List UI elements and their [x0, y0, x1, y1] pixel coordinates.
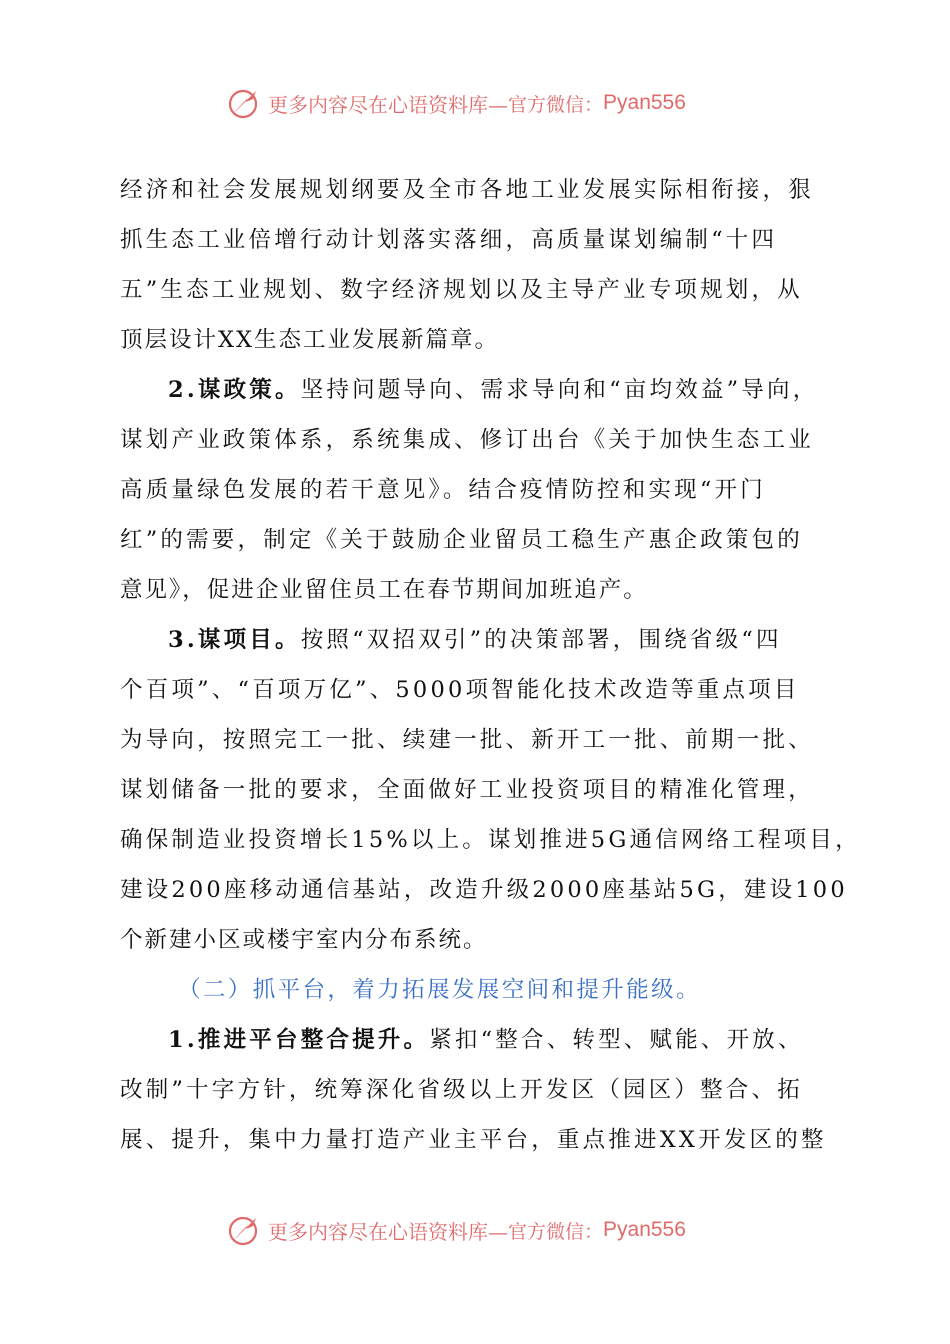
text-line: 改制”十字方针，统筹深化省级以上开发区（园区）整合、拓 — [120, 1077, 803, 1103]
quill-logo-icon — [226, 85, 262, 121]
quill-logo-icon — [226, 1212, 262, 1248]
text-line: 意见》，促进企业留住员工在春节期间加班追产。 — [120, 577, 648, 603]
text-line: 展、提升，集中力量打造产业主平台，重点推进XX开发区的整 — [120, 1127, 827, 1153]
footer-text: 更多内容尽在心语资料库— — [268, 1219, 508, 1244]
subheading-policy: 2.谋政策。 — [168, 377, 301, 403]
text-line: 谋划产业政策体系，系统集成、修订出台《关于加快生态工业 — [120, 427, 814, 453]
text-line: 顶层设计XX生态工业发展新篇章。 — [120, 327, 500, 353]
footer-wechat-label: 官方微信： — [508, 1220, 604, 1243]
subheading-project: 3.谋项目。 — [168, 627, 301, 653]
text-line: 谋划储备一批的要求，全面做好工业投资项目的精准化管理， — [120, 777, 814, 803]
section-heading: （二）抓平台，着力拓展发展空间和提升能级。 — [178, 977, 701, 1003]
paragraph-start — [120, 1015, 835, 1065]
paragraph-start — [120, 615, 835, 665]
text-line: 为导向，按照完工一批、续建一批、新开工一批、前期一批、 — [120, 727, 814, 753]
text-line: 五”生态工业规划、数字经济规划以及主导产业专项规划，从 — [120, 277, 803, 303]
header-text: 更多内容尽在心语资料库— — [268, 92, 508, 117]
header-wechat-id: Pyan556 — [603, 91, 686, 114]
text-line: 高质量绿色发展的若干意见》。结合疫情防控和实现“开门 — [120, 477, 766, 503]
text-line: 建设200座移动通信基站，改造升级2000座基站5G，建设100 — [120, 877, 848, 903]
footer-banner — [226, 1212, 686, 1248]
text-line: 红”的需要，制定《关于鼓励企业留员工稳生产惠企政策包的 — [120, 527, 803, 553]
text-line: 确保制造业投资增长15%以上。谋划推进5G通信网络工程项目， — [120, 827, 861, 853]
header-banner — [226, 85, 686, 121]
text-line: 个新建小区或楼宇室内分布系统。 — [120, 927, 488, 953]
text-run: 坚持问题导向、需求导向和“亩均效益”导向， — [300, 377, 819, 403]
subheading-platform: 1.推进平台整合提升。 — [168, 1027, 430, 1053]
document-body — [120, 165, 861, 1165]
text-line: 抓生态工业倍增行动计划落实落细，高质量谋划编制“十四 — [120, 227, 778, 253]
footer-wechat-id: Pyan556 — [603, 1218, 686, 1241]
paragraph-start — [120, 365, 835, 415]
header-wechat-label: 官方微信： — [508, 93, 604, 116]
text-line: 个百项”、“百项万亿”、5000项智能化技术改造等重点项目 — [120, 677, 800, 703]
text-run: 紧扣“整合、转型、赋能、开放、 — [429, 1027, 804, 1053]
text-line: 经济和社会发展规划纲要及全市各地工业发展实际相衔接，狠 — [120, 177, 814, 203]
text-run: 按照“双招双引”的决策部署，围绕省级“四 — [300, 627, 782, 653]
